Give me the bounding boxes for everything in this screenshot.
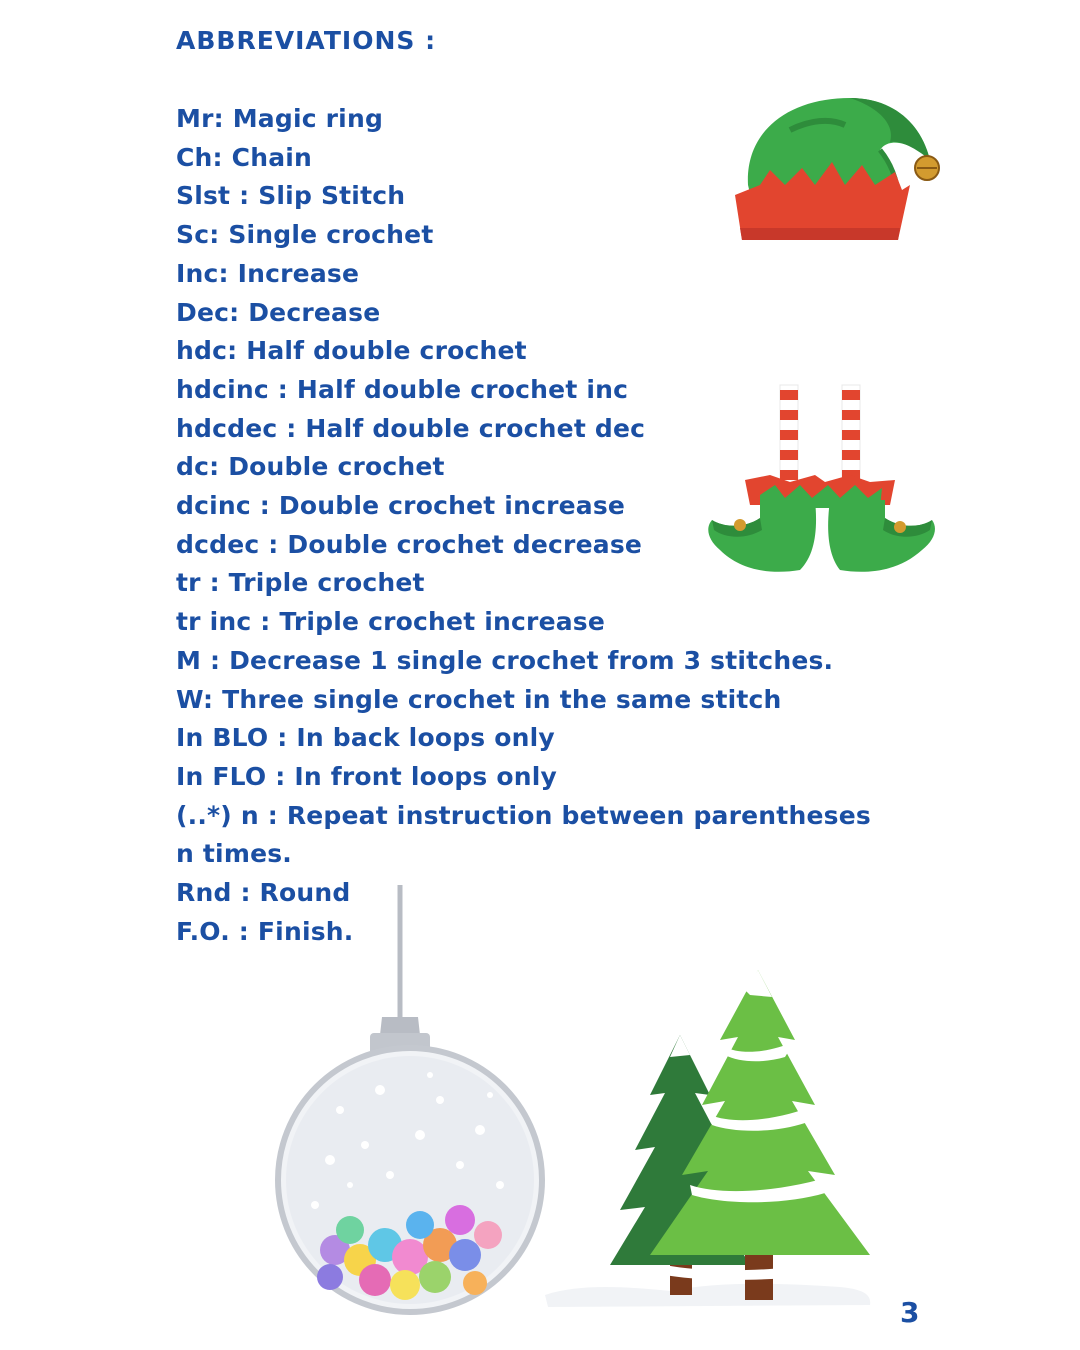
list-item: M : Decrease 1 single crochet from 3 stitches. (176, 645, 834, 675)
list-item: tr inc : Triple crochet increase (176, 607, 606, 637)
list-item: (..*) n : Repeat instruction between parentheses (176, 800, 871, 830)
elf-hat-icon (730, 90, 945, 245)
christmas-ornament-icon (270, 885, 560, 1325)
list-item: hdcdec : Half double crochet dec (176, 413, 646, 443)
list-item: dcinc : Double crochet increase (176, 491, 626, 521)
list-item: hdcinc : Half double crochet inc (176, 374, 629, 404)
list-item: Dec: Decrease (176, 297, 381, 327)
list-item: In FLO : In front loops only (176, 761, 558, 791)
christmas-trees-icon (540, 965, 880, 1320)
list-item: n times. (176, 839, 293, 869)
elf-legs-icon (700, 380, 940, 580)
list-item: tr : Triple crochet (176, 568, 425, 598)
list-item: Inc: Increase (176, 258, 360, 288)
list-item: hdc: Half double crochet (176, 336, 527, 366)
list-item: F.O. : Finish. (176, 916, 354, 946)
list-item: Sc: Single crochet (176, 220, 434, 250)
list-item: In BLO : In back loops only (176, 723, 555, 753)
list-item: Rnd : Round (176, 878, 351, 908)
page-number: 3 (900, 1296, 920, 1329)
list-item: Ch: Chain (176, 142, 313, 172)
list-item: W: Three single crochet in the same stitch (176, 684, 782, 714)
list-item: Slst : Slip Stitch (176, 181, 406, 211)
list-item: dcdec : Double crochet decrease (176, 529, 643, 559)
list-item: dc: Double crochet (176, 452, 445, 482)
list-item: Mr: Magic ring (176, 104, 384, 133)
page-title: ABBREVIATIONS : (176, 26, 437, 55)
